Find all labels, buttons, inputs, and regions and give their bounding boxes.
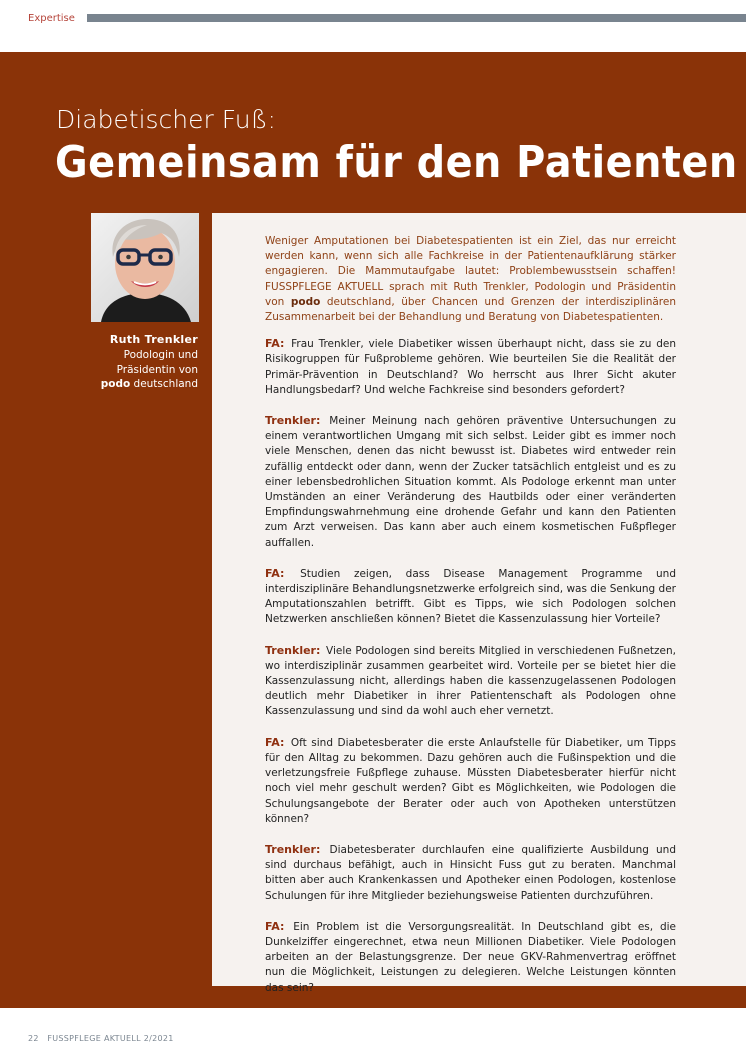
header-bar [0,0,746,40]
portrait-org-rest: deutschland [130,378,198,391]
qa-block-7 [265,919,676,996]
portrait-role-line1: Podologin und [123,348,198,361]
qa-block-3 [265,566,676,628]
speaker-label: Trenkler: [265,414,321,428]
speaker-label: Trenkler: [265,643,321,657]
portrait-photo [91,213,199,322]
qa-text: Viele Podologen sind bereits Mitglied in verschiedenen Fußnetzen, wo interdisziplinär zusammen gearbeitet wird. Vorteile per se bietet hier die Kassenzulassung nicht, allerdings haben die kassenzugelassenen Podologen deutlich mehr Diabetiker in ihrer Patientenschaft als Podologen ohne Kassenzulassung und sind da wohl auch eher vernetzt. [265,644,676,718]
intro-text-start: Weniger Amputationen bei Diabetespatienten ist ein Ziel, das nur erreicht werden kann, wenn sich alle Fachkreise in der Patientenaufklärung stärker engagieren. Die Mammutaufgabe lautet: Problembewusstsein schaffen! FUSSPFLEGE AKTUELL sprach mit Ruth Trenkler, Podologin und Präsidentin von [265,235,676,308]
article-body [265,234,676,1011]
intro-text-end: deutschland, über Chancen und Grenzen der interdisziplinären Zusammenarbeit bei der Behandlung und Beratung von Diabetespatienten. [265,295,676,324]
page-footer [28,1034,174,1043]
portrait-role-line2: Präsidentin von [116,363,198,376]
qa-text: Meiner Meinung nach gehören präventive Untersuchungen zu einem verantwortlichen Umgang mit sich selbst. Leider gibt es immer noch viele Menschen, denen das nicht bewusst ist. Diabetes wird entweder rein zufällig entdeckt oder dann, wenn der Zucker tatsächlich entgleist und es zu einer lebensbedrohlichen Situation kommt. Als Podologe erkennt man unter Umständen an einer Veränderung des Hautbilds oder einer veränderten Empfindungswahrnehmung eine drohende Gefahr und kann den Patienten zum Arzt verweisen. Das kann aber auch einem kosmetischen Fußpfleger auffallen. [265,415,676,549]
qa-text: Oft sind Diabetesberater die erste Anlaufstelle für Diabetiker, um Tipps für den Alltag zu bekommen. Dazu gehören auch die Fußinspektion und die verletzungsfreie Fußpflege zuhause. Müssten Diabetesberater hierfür nicht noch viel mehr geschult werden? Gibt es Möglichkeiten, wie Podologen die Schulungsangebote der Berater oder auch von Apotheken unterstützen können? [265,736,676,825]
article-headline: Gemeinsam für den Patienten [55,137,738,188]
qa-block-4 [265,643,676,720]
speaker-label: Trenkler: [265,842,321,856]
speaker-label: FA: [265,919,285,933]
speaker-label: FA: [265,337,285,351]
qa-block-1 [265,336,676,398]
article-intro [265,234,676,325]
qa-text: Ein Problem ist die Versorgungsrealität. In Deutschland gibt es, die Dunkelziffer eingerechnet, etwa neun Millionen Diabetiker. Viele Podologen arbeiten an der Belastungsgrenze. Der neue GKV-Rahmenvertrag eröffnet nun die Möglichkeit, Leistungen zu delegieren. Welche Leistungen könnten das sein? [265,920,676,994]
section-label: Expertise [28,13,75,24]
intro-bold-podo: podo [290,295,321,308]
header-rule [87,14,746,22]
qa-block-2 [265,413,676,551]
article-panel [212,213,746,994]
portrait-org-bold: podo [100,378,131,391]
qa-text: Diabetesberater durchlaufen eine qualifizierte Ausbildung und sind durchaus befähigt, auch in Hinsicht Fuss gut zu beraten. Manchmal bitten aber auch Krankenkassen und Apotheker einen Podologen, kostenlose Schulungen für ihre Mitglieder beziehungsweise Patienten durchzuführen. [265,843,677,902]
qa-block-6 [265,842,676,904]
magazine-issue: FUSSPFLEGE AKTUELL 2/2021 [47,1034,174,1043]
portrait-caption [60,333,198,392]
article-kicker: Diabetischer Fuß: [56,105,276,134]
qa-text: Studien zeigen, dass Disease Management Programme und interdisziplinäre Behandlungsnetzwerke erfolgreich sind, was die Senkung der Amputationszahlen betrifft. Gibt es Tipps, wie sich Podologen solchen Netzwerken anschließen können? Bietet die Kassenzulassung hier Vorteile? [265,567,676,626]
portrait-org [60,377,198,392]
page-number: 22 [28,1034,39,1043]
qa-block-5 [265,735,676,827]
speaker-label: FA: [265,566,285,580]
portrait-name: Ruth Trenkler [109,333,198,346]
qa-text: Frau Trenkler, viele Diabetiker wissen überhaupt nicht, dass sie zu den Risikogruppen für Fußprobleme gehören. Wie beurteilen Sie die Realität der Primär-Prävention in Deutschland? Wo herrscht aus Ihrer Sicht akuter Handlungsbedarf? Und welche Fachkreise sind besonders gefordert? [265,338,676,396]
speaker-label: FA: [265,735,285,749]
